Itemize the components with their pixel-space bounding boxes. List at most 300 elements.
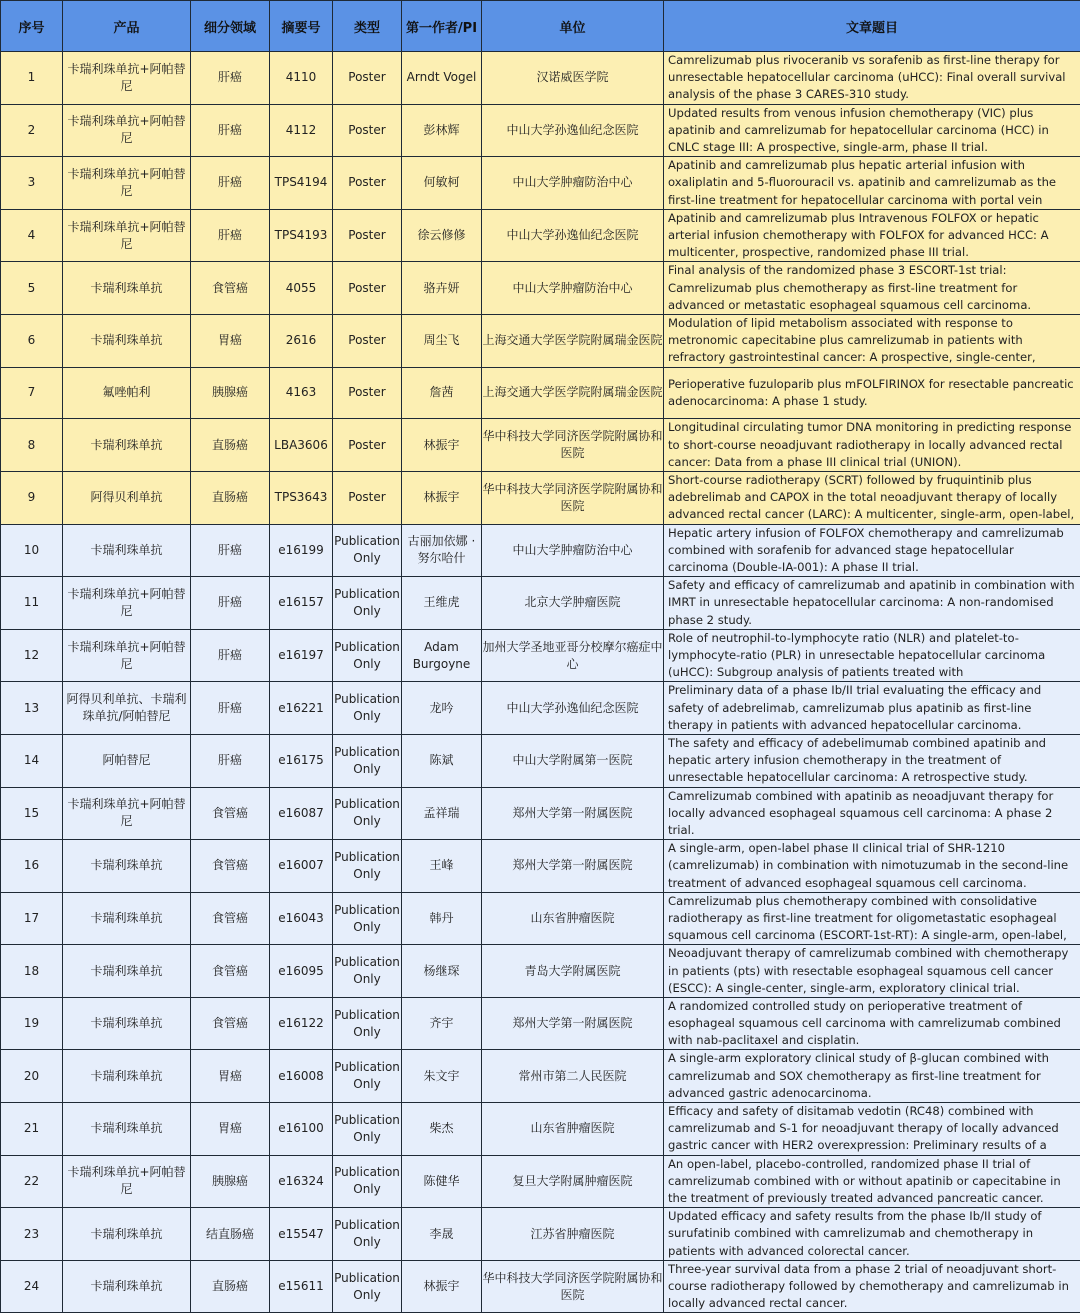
cell-no-text: 23	[1, 1226, 62, 1243]
table-row	[1, 1155, 1080, 1208]
cell-title	[664, 787, 1080, 840]
cell-no-text: 6	[1, 332, 62, 349]
cell-type-text: Poster	[333, 174, 401, 191]
cell-no	[1, 1155, 63, 1208]
cell-product-text: 氟唑帕利	[63, 384, 190, 401]
cell-type-text: Poster	[333, 122, 401, 139]
cell-no-text: 12	[1, 647, 62, 664]
cell-author-text: 齐宇	[402, 1015, 481, 1032]
cell-no-text: 17	[1, 910, 62, 927]
cell-author	[402, 787, 482, 840]
cell-title	[664, 314, 1080, 367]
table-row	[1, 314, 1080, 367]
cell-no	[1, 471, 63, 524]
cell-field	[191, 840, 270, 893]
cell-type-text: Publication Only	[333, 1270, 401, 1304]
cell-unit-text: 复旦大学附属肿瘤医院	[482, 1173, 663, 1190]
cell-author	[402, 262, 482, 315]
cell-no-text: 5	[1, 280, 62, 297]
cell-title-text: Three-year survival data from a phase 2 trial of neoadjuvant short-course radiotherapy followed by chemotherapy and camrelizumab in locally advanced rectal cancer.	[668, 1261, 1077, 1313]
header-no: 序号	[1, 1, 63, 52]
cell-no	[1, 157, 63, 210]
cell-type	[333, 314, 402, 367]
cell-unit-text: 中山大学孙逸仙纪念医院	[482, 700, 663, 717]
cell-product	[63, 367, 191, 419]
cell-abstract-text: e15547	[270, 1226, 332, 1243]
cell-product-text: 卡瑞利珠单抗	[63, 1226, 190, 1243]
cell-abstract	[270, 471, 333, 524]
cell-no	[1, 734, 63, 787]
cell-type-text: Publication Only	[333, 1059, 401, 1093]
cell-type-text: Poster	[333, 437, 401, 454]
cell-product	[63, 734, 191, 787]
cell-no	[1, 1103, 63, 1156]
cell-type-text: Poster	[333, 332, 401, 349]
cell-product	[63, 524, 191, 577]
cell-field	[191, 262, 270, 315]
cell-author	[402, 471, 482, 524]
cell-title	[664, 1103, 1080, 1156]
cell-author	[402, 577, 482, 630]
cell-title	[664, 1050, 1080, 1103]
cell-type	[333, 629, 402, 682]
cell-unit-text: 中山大学肿瘤防治中心	[482, 542, 663, 559]
cell-title-text: Camrelizumab combined with apatinib as neoadjuvant therapy for locally advanced esophageal squamous cell carcinoma: A phase 2 trial.	[668, 788, 1077, 840]
cell-type	[333, 945, 402, 998]
cell-field	[191, 577, 270, 630]
cell-product-text: 卡瑞利珠单抗	[63, 332, 190, 349]
cell-field-text: 肝癌	[191, 647, 269, 664]
cell-unit	[482, 104, 664, 157]
table-row	[1, 682, 1080, 735]
cell-author	[402, 997, 482, 1050]
cell-field	[191, 1050, 270, 1103]
cell-title-text: Hepatic artery infusion of FOLFOX chemotherapy and camrelizumab combined with sorafenib for advanced stage hepatocellular carcinoma (Double-IA-001): A phase II trial.	[668, 525, 1077, 577]
cell-author-text: 柴杰	[402, 1120, 481, 1137]
cell-author-text: 徐云修修	[402, 227, 481, 244]
cell-title	[664, 419, 1080, 472]
cell-no-text: 2	[1, 122, 62, 139]
cell-field-text: 肝癌	[191, 227, 269, 244]
cell-author	[402, 524, 482, 577]
cell-abstract-text: TPS3643	[270, 489, 332, 506]
cell-field	[191, 734, 270, 787]
cell-field-text: 胃癌	[191, 1068, 269, 1085]
cell-unit	[482, 945, 664, 998]
cell-no-text: 9	[1, 489, 62, 506]
cell-title	[664, 945, 1080, 998]
cell-field	[191, 682, 270, 735]
cell-abstract	[270, 892, 333, 945]
cell-author	[402, 682, 482, 735]
cell-author-text: 骆卉妍	[402, 280, 481, 297]
cell-author-text: 王维虎	[402, 594, 481, 611]
cell-author	[402, 1155, 482, 1208]
cell-unit	[482, 997, 664, 1050]
cell-unit	[482, 209, 664, 262]
cell-title-text: A single-arm exploratory clinical study of β-glucan combined with camrelizumab and SOX chemotherapy as first-line treatment for advanced gastric adenocarcinoma.	[668, 1050, 1077, 1102]
cell-type-text: Publication Only	[333, 691, 401, 725]
cell-unit-text: 华中科技大学同济医学院附属协和医院	[482, 1270, 663, 1304]
cell-unit-text: 山东省肿瘤医院	[482, 1120, 663, 1137]
cell-author-text: 孟祥瑞	[402, 805, 481, 822]
cell-author-text: 林振宇	[402, 437, 481, 454]
cell-author	[402, 629, 482, 682]
cell-product	[63, 471, 191, 524]
cell-title	[664, 682, 1080, 735]
header-title: 文章题目	[664, 1, 1080, 52]
cell-title	[664, 734, 1080, 787]
cell-author	[402, 104, 482, 157]
table-row	[1, 734, 1080, 787]
cell-title-text: Camrelizumab plus chemotherapy combined with consolidative radiotherapy as first-line treatment for oligometastatic esophageal squamous cell carcinoma (ESCORT-1st-RT): A single-arm, open-label,	[668, 893, 1077, 945]
cell-type-text: Publication Only	[333, 744, 401, 778]
cell-unit	[482, 840, 664, 893]
cell-product	[63, 1050, 191, 1103]
table-row	[1, 524, 1080, 577]
cell-type	[333, 419, 402, 472]
cell-unit-text: 青岛大学附属医院	[482, 963, 663, 980]
cell-abstract-text: e16157	[270, 594, 332, 611]
cell-author-text: 周尘飞	[402, 332, 481, 349]
table-row	[1, 840, 1080, 893]
cell-type	[333, 892, 402, 945]
cell-unit-text: 中山大学附属第一医院	[482, 752, 663, 769]
cell-unit-text: 上海交通大学医学院附属瑞金医院	[482, 384, 663, 401]
cell-type-text: Publication Only	[333, 1164, 401, 1198]
cell-product-text: 卡瑞利珠单抗	[63, 963, 190, 980]
cell-field	[191, 1260, 270, 1313]
header-field: 细分领域	[191, 1, 270, 52]
table-row	[1, 157, 1080, 210]
cell-author-text: 王峰	[402, 857, 481, 874]
cell-type-text: Publication Only	[333, 1007, 401, 1041]
cell-author	[402, 157, 482, 210]
cell-title	[664, 471, 1080, 524]
table-row	[1, 892, 1080, 945]
cell-field	[191, 997, 270, 1050]
cell-field	[191, 629, 270, 682]
cell-title-text: Efficacy and safety of disitamab vedotin (RC48) combined with camrelizumab and S-1 for neoadjuvant therapy of locally advanced gastric cancer with HER2 overexpression: Preliminary results of a	[668, 1103, 1077, 1155]
table-row	[1, 104, 1080, 157]
cell-field-text: 食管癌	[191, 280, 269, 297]
cell-product-text: 卡瑞利珠单抗	[63, 280, 190, 297]
cell-product	[63, 629, 191, 682]
cell-product-text: 卡瑞利珠单抗	[63, 857, 190, 874]
cell-title-text: Role of neutrophil-to-lymphocyte ratio (NLR) and platelet-to-lymphocyte-ratio (PLR) in unresectable hepatocellular carcinoma (uHCC): Subgroup analysis of patients treated with	[668, 630, 1077, 682]
cell-abstract-text: 2616	[270, 332, 332, 349]
cell-field-text: 肝癌	[191, 122, 269, 139]
table-row	[1, 209, 1080, 262]
cell-abstract-text: e16122	[270, 1015, 332, 1032]
cell-product-text: 卡瑞利珠单抗+阿帕替尼	[63, 1164, 190, 1198]
cell-product	[63, 840, 191, 893]
cell-field-text: 食管癌	[191, 910, 269, 927]
cell-unit	[482, 1155, 664, 1208]
cell-author-text: Adam Burgoyne	[402, 639, 481, 673]
cell-field	[191, 1155, 270, 1208]
cell-no-text: 14	[1, 752, 62, 769]
cell-no-text: 8	[1, 437, 62, 454]
cell-abstract	[270, 314, 333, 367]
cell-field	[191, 157, 270, 210]
cell-no	[1, 262, 63, 315]
cell-abstract	[270, 157, 333, 210]
table-row	[1, 945, 1080, 998]
cell-type-text: Publication Only	[333, 796, 401, 830]
cell-type	[333, 734, 402, 787]
cell-title	[664, 157, 1080, 210]
cell-type	[333, 682, 402, 735]
cell-type-text: Publication Only	[333, 1112, 401, 1146]
cell-product	[63, 419, 191, 472]
cell-abstract-text: e16197	[270, 647, 332, 664]
table-row	[1, 367, 1080, 419]
cell-no-text: 18	[1, 963, 62, 980]
cell-product-text: 阿得贝利单抗、卡瑞利珠单抗/阿帕替尼	[63, 691, 190, 725]
cell-type	[333, 1208, 402, 1261]
cell-type-text: Poster	[333, 227, 401, 244]
cell-author	[402, 840, 482, 893]
cell-title-text: Safety and efficacy of camrelizumab and apatinib in combination with IMRT in unresectable hepatocellular carcinoma: A non-randomised phase 2 study.	[668, 577, 1077, 629]
cell-type	[333, 104, 402, 157]
table-row	[1, 1050, 1080, 1103]
cell-title	[664, 892, 1080, 945]
cell-abstract-text: LBA3606	[270, 437, 332, 454]
cell-unit	[482, 367, 664, 419]
cell-type	[333, 787, 402, 840]
cell-field-text: 胰腺癌	[191, 384, 269, 401]
cell-unit-text: 上海交通大学医学院附属瑞金医院	[482, 332, 663, 349]
header-type: 类型	[333, 1, 402, 52]
cell-author-text: 林振宇	[402, 1278, 481, 1295]
cell-field-text: 直肠癌	[191, 437, 269, 454]
cell-field	[191, 52, 270, 105]
table-row	[1, 629, 1080, 682]
table-row	[1, 1208, 1080, 1261]
cell-product	[63, 262, 191, 315]
cell-unit-text: 汉诺威医学院	[482, 69, 663, 86]
cell-title	[664, 524, 1080, 577]
cell-type	[333, 577, 402, 630]
cell-title-text: Apatinib and camrelizumab plus hepatic arterial infusion with oxaliplatin and 5-fluorouracil vs. apatinib and camrelizumab as the first-line treatment for hepatocellular carcinoma with portal vein	[668, 157, 1077, 209]
cell-author	[402, 1103, 482, 1156]
cell-no-text: 19	[1, 1015, 62, 1032]
cell-type	[333, 471, 402, 524]
cell-unit-text: 郑州大学第一附属医院	[482, 857, 663, 874]
cell-unit	[482, 787, 664, 840]
cell-field	[191, 1208, 270, 1261]
cell-no	[1, 314, 63, 367]
cell-unit	[482, 1208, 664, 1261]
cell-unit-text: 常州市第二人民医院	[482, 1068, 663, 1085]
cell-author-text: 朱文宇	[402, 1068, 481, 1085]
cell-abstract	[270, 945, 333, 998]
cell-field-text: 胃癌	[191, 332, 269, 349]
cell-abstract-text: e16199	[270, 542, 332, 559]
cell-type	[333, 1103, 402, 1156]
cell-title-text: Modulation of lipid metabolism associated with response to metronomic capecitabine plus camrelizumab in patients with refractory gastrointestinal cancer: A prospective, single-center,	[668, 315, 1077, 367]
cell-type	[333, 52, 402, 105]
cell-type-text: Publication Only	[333, 954, 401, 988]
cell-author-text: 韩丹	[402, 910, 481, 927]
cell-abstract-text: 4110	[270, 69, 332, 86]
cell-product-text: 阿帕替尼	[63, 752, 190, 769]
cell-no	[1, 1208, 63, 1261]
cell-unit-text: 中山大学肿瘤防治中心	[482, 174, 663, 191]
cell-field-text: 直肠癌	[191, 1278, 269, 1295]
cell-title-text: Apatinib and camrelizumab plus Intravenous FOLFOX or hepatic arterial infusion chemotherapy with FOLFOX for advanced HCC: A multicenter, prospective, randomized phase III trial.	[668, 210, 1077, 262]
cell-title	[664, 840, 1080, 893]
cell-author-text: 李晟	[402, 1226, 481, 1243]
cell-field-text: 结直肠癌	[191, 1226, 269, 1243]
cell-product-text: 卡瑞利珠单抗	[63, 910, 190, 927]
cell-product	[63, 314, 191, 367]
cell-title	[664, 52, 1080, 105]
cell-abstract	[270, 262, 333, 315]
cell-type-text: Poster	[333, 69, 401, 86]
cell-title	[664, 262, 1080, 315]
cell-title-text: Updated efficacy and safety results from the phase Ib/II study of surufatinib combined with camrelizumab and chemotherapy in patients with advanced colorectal cancer.	[668, 1208, 1077, 1260]
cell-author-text: 詹茜	[402, 384, 481, 401]
cell-no-text: 3	[1, 174, 62, 191]
cell-no	[1, 629, 63, 682]
cell-unit-text: 山东省肿瘤医院	[482, 910, 663, 927]
cell-title-text: Updated results from venous infusion chemotherapy (VIC) plus apatinib and camrelizumab for hepatocellular carcinoma (HCC) in CNLC stage III: A prospective, single-arm, phase II trial.	[668, 105, 1077, 157]
cell-product-text: 卡瑞利珠单抗	[63, 1120, 190, 1137]
cell-abstract-text: e16175	[270, 752, 332, 769]
cell-type-text: Publication Only	[333, 586, 401, 620]
table-row	[1, 787, 1080, 840]
cell-product-text: 卡瑞利珠单抗	[63, 542, 190, 559]
cell-author-text: Arndt Vogel	[402, 69, 481, 86]
cell-product-text: 卡瑞利珠单抗+阿帕替尼	[63, 796, 190, 830]
cell-abstract	[270, 682, 333, 735]
cell-title	[664, 997, 1080, 1050]
cell-no-text: 24	[1, 1278, 62, 1295]
cell-author-text: 陈斌	[402, 752, 481, 769]
cell-abstract-text: e16100	[270, 1120, 332, 1137]
cell-abstract	[270, 787, 333, 840]
table-row	[1, 52, 1080, 105]
cell-no-text: 16	[1, 857, 62, 874]
cell-field-text: 肝癌	[191, 174, 269, 191]
cell-abstract-text: 4163	[270, 384, 332, 401]
cell-no-text: 7	[1, 384, 62, 401]
cell-title-text: A randomized controlled study on perioperative treatment of esophageal squamous cell carcinoma with camrelizumab combined with nab-paclitaxel and cisplatin.	[668, 998, 1077, 1050]
cell-type-text: Publication Only	[333, 902, 401, 936]
cell-no	[1, 577, 63, 630]
cell-no	[1, 945, 63, 998]
cell-field	[191, 367, 270, 419]
cell-abstract	[270, 577, 333, 630]
cell-abstract	[270, 419, 333, 472]
cell-product-text: 卡瑞利珠单抗	[63, 1278, 190, 1295]
cell-product	[63, 997, 191, 1050]
cell-field	[191, 209, 270, 262]
cell-abstract	[270, 104, 333, 157]
cell-field	[191, 524, 270, 577]
cell-field-text: 胃癌	[191, 1120, 269, 1137]
cell-type-text: Publication Only	[333, 1217, 401, 1251]
cell-abstract-text: 4112	[270, 122, 332, 139]
cell-unit	[482, 157, 664, 210]
cell-product	[63, 945, 191, 998]
cell-product	[63, 157, 191, 210]
cell-no	[1, 840, 63, 893]
cell-unit	[482, 682, 664, 735]
cell-product-text: 卡瑞利珠单抗+阿帕替尼	[63, 113, 190, 147]
cell-product	[63, 1103, 191, 1156]
cell-type-text: Publication Only	[333, 533, 401, 567]
cell-abstract-text: TPS4194	[270, 174, 332, 191]
cell-no	[1, 367, 63, 419]
cell-abstract	[270, 997, 333, 1050]
cell-type-text: Publication Only	[333, 639, 401, 673]
cell-type	[333, 262, 402, 315]
cell-unit-text: 中山大学肿瘤防治中心	[482, 280, 663, 297]
cell-type-text: Poster	[333, 489, 401, 506]
cell-abstract	[270, 1103, 333, 1156]
cell-no	[1, 997, 63, 1050]
cell-type	[333, 1155, 402, 1208]
cell-abstract	[270, 1155, 333, 1208]
table-row	[1, 262, 1080, 315]
cell-author-text: 林振宇	[402, 489, 481, 506]
cell-type	[333, 157, 402, 210]
cell-author	[402, 209, 482, 262]
cell-unit	[482, 262, 664, 315]
cell-author-text: 彭林辉	[402, 122, 481, 139]
cell-title	[664, 1155, 1080, 1208]
cell-title-text: Longitudinal circulating tumor DNA monitoring in predicting response to short-course neoadjuvant radiotherapy in locally advanced rectal cancer: Data from a phase III clinical trial (UNION).	[668, 419, 1077, 471]
cell-title-text: An open-label, placebo-controlled, randomized phase II trial of camrelizumab combined with or without apatinib or capecitabine in the treatment of previously treated advanced pancreatic cancer.	[668, 1156, 1077, 1208]
cell-author	[402, 1208, 482, 1261]
cell-abstract-text: e16043	[270, 910, 332, 927]
cell-title-text: The safety and efficacy of adebelimumab combined apatinib and hepatic artery infusion chemotherapy in the treatment of unresectable hepatocellular carcinoma: A retrospective study.	[668, 735, 1077, 787]
cell-product	[63, 787, 191, 840]
cell-product	[63, 1155, 191, 1208]
cell-field-text: 食管癌	[191, 805, 269, 822]
cell-product-text: 卡瑞利珠单抗	[63, 1015, 190, 1032]
cell-author-text: 龙吟	[402, 700, 481, 717]
cell-title-text: Short-course radiotherapy (SCRT) followed by fruquintinib plus adebrelimab and CAPOX in the total neoadjuvant therapy of locally advanced rectal cancer (LARC): A multicenter, single-arm, open-label,	[668, 472, 1077, 524]
cell-unit	[482, 577, 664, 630]
cell-type-text: Poster	[333, 384, 401, 401]
cell-title	[664, 629, 1080, 682]
cell-no-text: 11	[1, 594, 62, 611]
cell-unit-text: 江苏省肿瘤医院	[482, 1226, 663, 1243]
cell-unit	[482, 524, 664, 577]
cell-product-text: 卡瑞利珠单抗+阿帕替尼	[63, 61, 190, 95]
cell-unit	[482, 471, 664, 524]
cell-product-text: 卡瑞利珠单抗+阿帕替尼	[63, 586, 190, 620]
cell-product-text: 卡瑞利珠单抗	[63, 1068, 190, 1085]
cell-field	[191, 892, 270, 945]
cell-author	[402, 314, 482, 367]
cell-abstract-text: 4055	[270, 280, 332, 297]
cell-field-text: 直肠癌	[191, 489, 269, 506]
cell-abstract-text: e16007	[270, 857, 332, 874]
cell-no	[1, 682, 63, 735]
table-row	[1, 577, 1080, 630]
cell-title-text: A single-arm, open-label phase II clinical trial of SHR-1210 (camrelizumab) in combination with nimotuzumab in the second-line treatment of advanced esophageal squamous cell carcinoma.	[668, 840, 1077, 892]
cell-unit	[482, 892, 664, 945]
table-row	[1, 419, 1080, 472]
cell-author-text: 杨继琛	[402, 963, 481, 980]
cell-abstract	[270, 367, 333, 419]
cell-unit	[482, 1050, 664, 1103]
